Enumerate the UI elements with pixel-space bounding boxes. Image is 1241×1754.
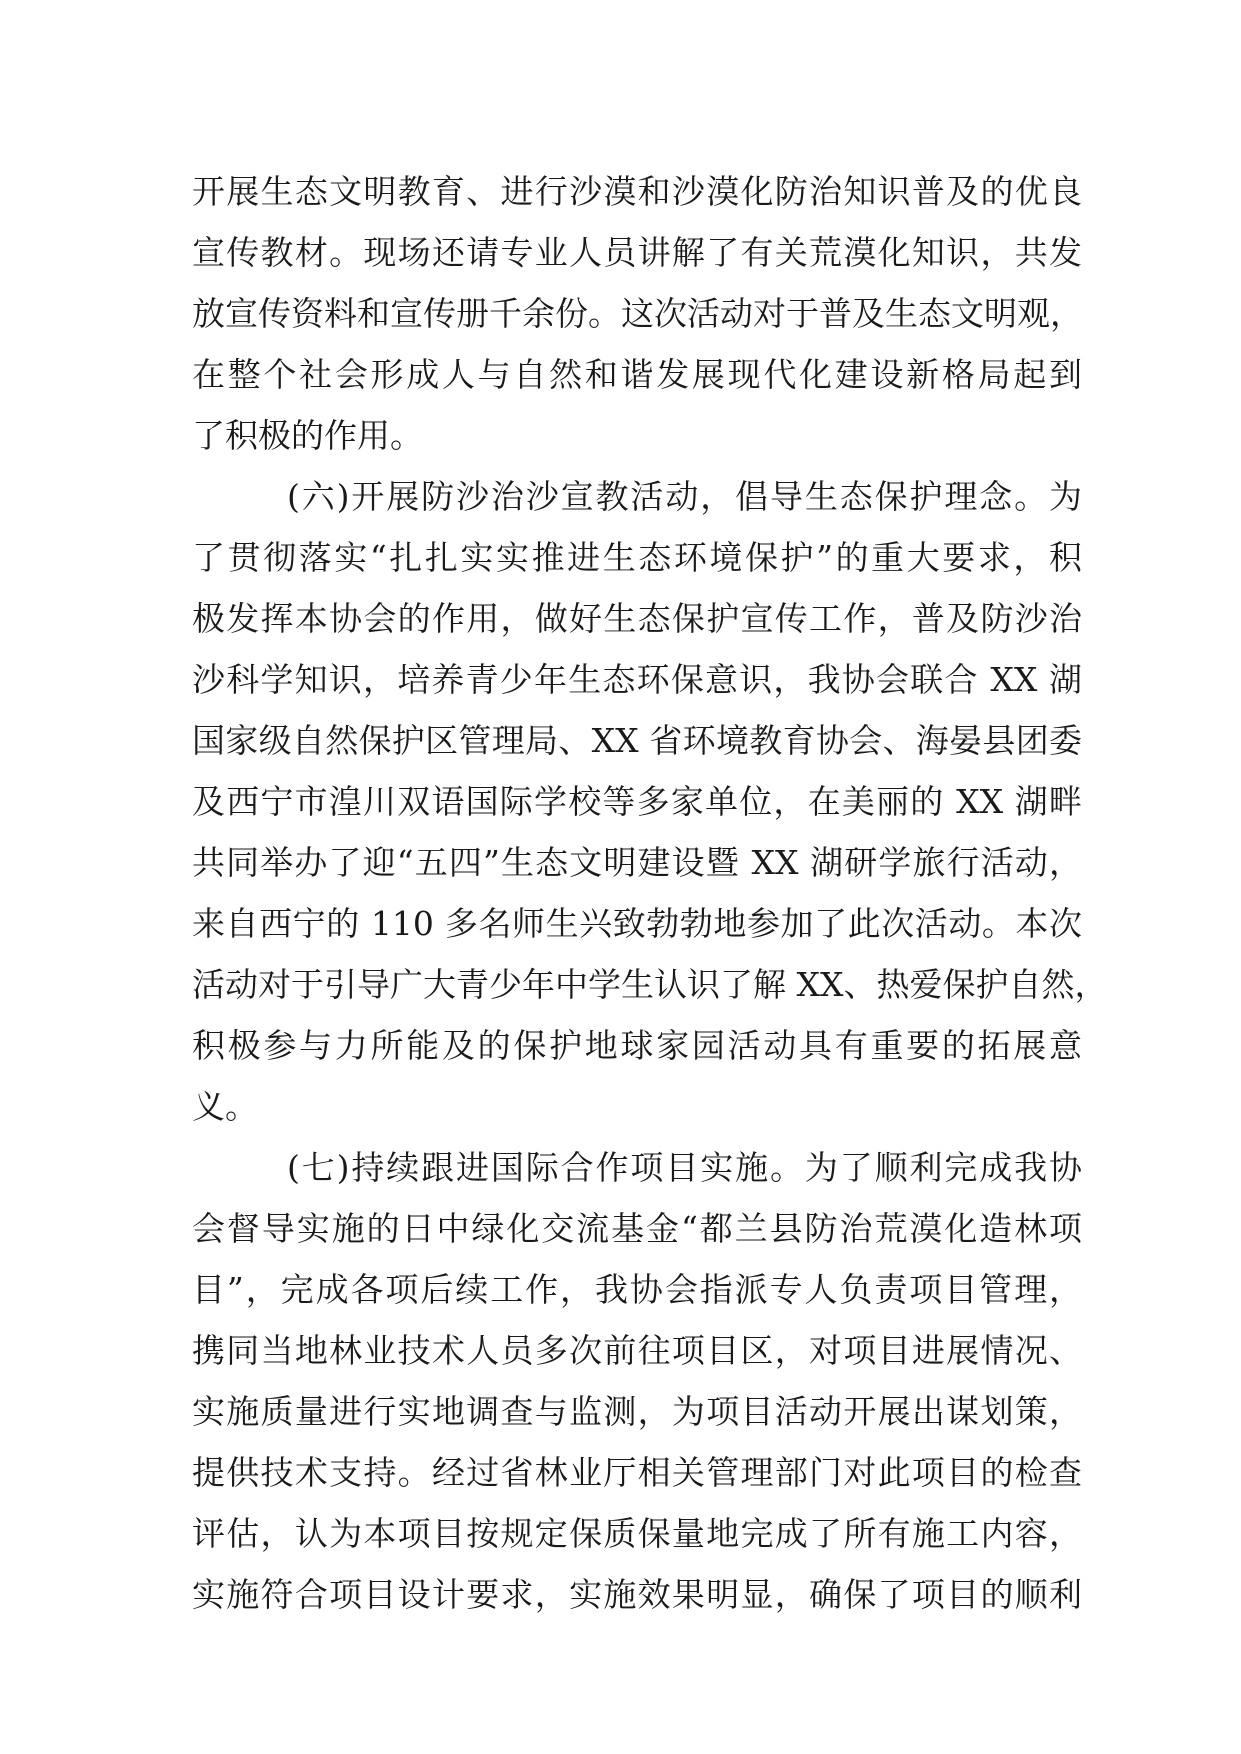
section-heading-6: (六)开展防沙治沙宣教活动，倡导生态保护理念。为 <box>287 477 1082 516</box>
text-line: 沙科学知识，培养青少年生态环保意识，我协会联合 XX 湖 <box>192 660 1082 699</box>
text-line: 极发挥本协会的作用，做好生态保护宣传工作，普及防沙治 <box>192 599 1082 638</box>
text-line: 评估，认为本项目按规定保质保量地完成了所有施工内容， <box>192 1514 1082 1553</box>
text-line: 国家级自然保护区管理局、XX 省环境教育协会、海晏县团委 <box>192 721 1082 760</box>
text-line: 义。 <box>192 1087 258 1126</box>
text-line: 在整个社会形成人与自然和谐发展现代化建设新格局起到 <box>192 355 1082 394</box>
text-line: 实施符合项目设计要求，实施效果明显，确保了项目的顺利 <box>192 1575 1082 1614</box>
section-heading-7: (七)持续跟进国际合作项目实施。为了顺利完成我协 <box>287 1148 1082 1187</box>
text-line: 及西宁市湟川双语国际学校等多家单位，在美丽的 XX 湖畔 <box>192 782 1082 821</box>
text-line: 目”，完成各项后续工作，我协会指派专人负责项目管理， <box>192 1270 1082 1309</box>
text-line: 开展生态文明教育、进行沙漠和沙漠化防治知识普及的优良 <box>192 172 1082 211</box>
text-line: 共同举办了迎“五四”生态文明建设暨 XX 湖研学旅行活动， <box>192 843 1082 882</box>
text-line: 了贯彻落实“扎扎实实推进生态环境保护”的重大要求，积 <box>192 538 1082 577</box>
text-line: 活动对于引导广大青少年中学生认识了解 XX、热爱保护自然， <box>192 965 1108 1004</box>
text-line: 携同当地林业技术人员多次前往项目区，对项目进展情况、 <box>192 1331 1082 1370</box>
text-line: 宣传教材。现场还请专业人员讲解了有关荒漠化知识，共发 <box>192 233 1082 272</box>
text-line: 提供技术支持。经过省林业厅相关管理部门对此项目的检查 <box>192 1453 1082 1492</box>
text-line: 会督导实施的日中绿化交流基金“都兰县防治荒漠化造林项 <box>192 1209 1082 1248</box>
body-text <box>192 161 1108 1625</box>
text-line: 来自西宁的 110 多名师生兴致勃勃地参加了此次活动。本次 <box>192 904 1082 943</box>
text-line: 积极参与力所能及的保护地球家园活动具有重要的拓展意 <box>192 1026 1082 1065</box>
text-line: 了积极的作用。 <box>192 416 423 455</box>
text-line: 放宣传资料和宣传册千余份。这次活动对于普及生态文明观， <box>192 294 1083 333</box>
text-line: 实施质量进行实地调查与监测，为项目活动开展出谋划策， <box>192 1392 1082 1431</box>
